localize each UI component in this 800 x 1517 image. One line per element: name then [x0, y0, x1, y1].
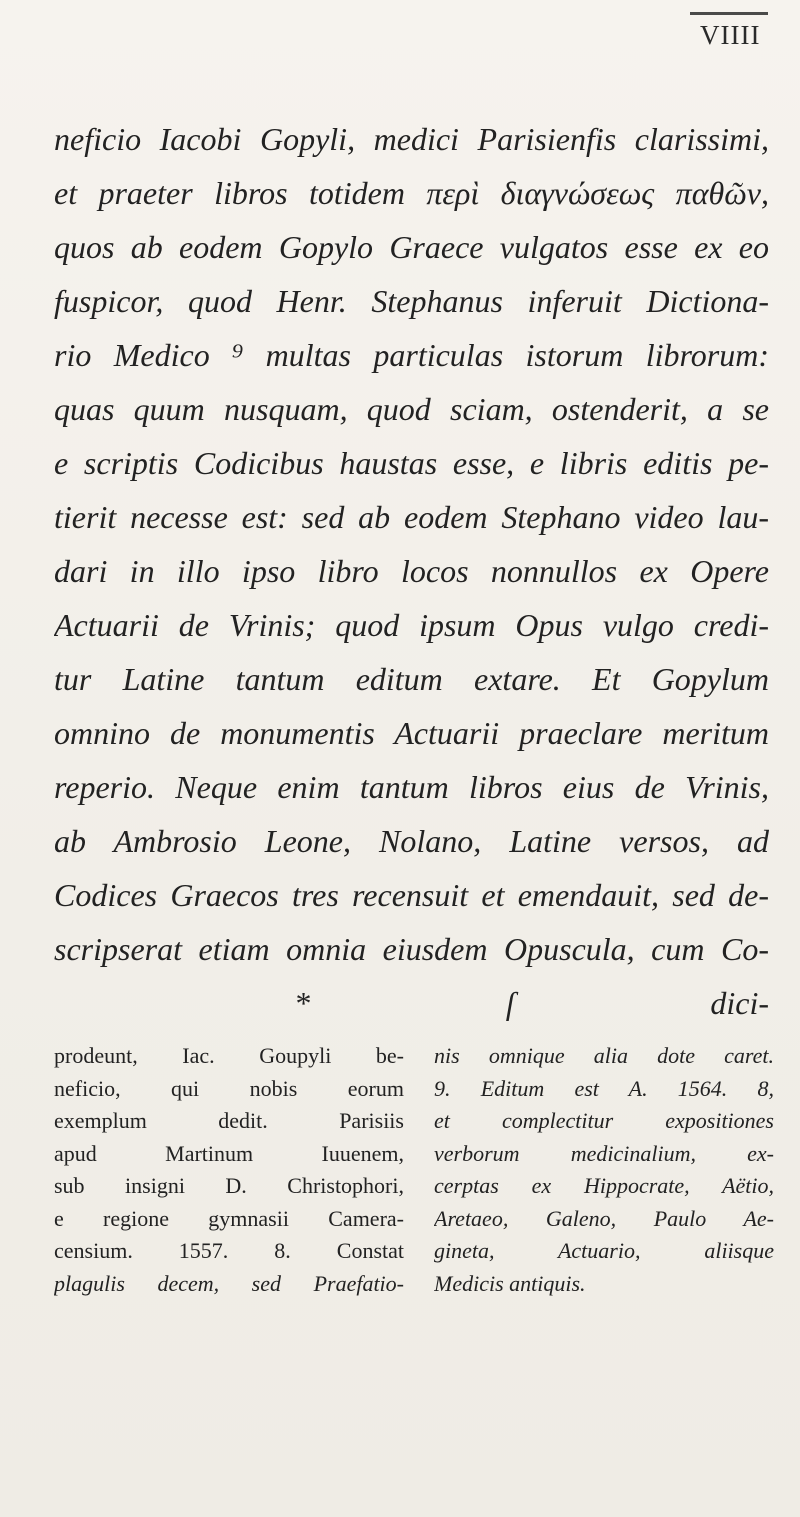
footnote-line: neficio, qui nobis eorum: [54, 1075, 404, 1101]
footnote-line: nis omnique alia dote caret.: [434, 1043, 774, 1068]
footnote-line: verborum medicinalium, ex-: [434, 1140, 774, 1166]
text-line: rio Medico ⁹ multas particulas istorum librorum:: [54, 337, 769, 373]
text-line: ab Ambrosio Leone, Nolano, Latine versos, ad: [54, 823, 769, 859]
footnote-line: e regione gymnasii Camera-: [54, 1205, 404, 1231]
text-line: omnino de monumentis Actuarii praeclare meritum: [54, 715, 769, 751]
footnote-line: cerptas ex Hippocrate, Aëtio,: [434, 1173, 774, 1198]
footnote-line: Aretaeo, Galeno, Paulo Ae-: [434, 1205, 774, 1231]
footnote-line: Medicis antiquis.: [434, 1270, 586, 1296]
footnote-line: gineta, Actuario, aliisque: [434, 1238, 774, 1263]
text-line: et praeter libros totidem περὶ διαγνώσεως παθῶν,: [54, 175, 769, 211]
text-line: quos ab eodem Gopylo Graece vulgatos esse ex eo: [54, 229, 769, 265]
text-line: Codices Graecos tres recensuit et emendauit, sed de-: [54, 877, 769, 913]
footnote-line: apud Martinum Iuuenem,: [54, 1140, 404, 1166]
footnote-column-left: [54, 1040, 404, 1300]
footnote-line: prodeunt, Iac. Goupyli be-: [54, 1043, 404, 1068]
catchword-line: * ſ dici-: [294, 985, 769, 1021]
text-line: reperio. Neque enim tantum libros eius de Vrinis,: [54, 769, 769, 805]
text-line: Actuarii de Vrinis; quod ipsum Opus vulgo credi-: [54, 607, 769, 643]
header-rule: [690, 12, 768, 15]
text-line: quas quum nusquam, quod sciam, ostenderit, a se: [54, 391, 769, 427]
footnote-line: exemplum dedit. Parisiis: [54, 1108, 404, 1133]
footnote-column-right: [434, 1040, 774, 1300]
footnote-line: censium. 1557. 8. Constat: [54, 1238, 404, 1263]
text-line: tierit necesse est: sed ab eodem Stephano video lau-: [54, 499, 769, 535]
text-line: fuspicor, quod Henr. Stephanus inferuit Dictiona-: [54, 283, 769, 319]
text-line: e scriptis Codicibus haustas esse, e libris editis pe-: [54, 445, 769, 481]
text-line: neficio Iacobi Gopyli, medici Parisienfis clarissimi,: [54, 121, 769, 157]
page-number: VIIII: [700, 20, 761, 50]
footnote-line: et complectitur expositiones: [434, 1108, 774, 1133]
text-line: scripserat etiam omnia eiusdem Opuscula, cum Co-: [54, 931, 769, 967]
footnote-line: plagulis decem, sed Praefatio-: [54, 1270, 404, 1296]
footnotes: [54, 1040, 774, 1300]
text-line: tur Latine tantum editum extare. Et Gopylum: [54, 661, 769, 697]
main-text-block: [54, 112, 769, 1030]
footnote-line: 9. Editum est A. 1564. 8,: [434, 1075, 774, 1101]
text-line: dari in illo ipso libro locos nonnullos ex Opere: [54, 553, 769, 589]
footnote-line: sub insigni D. Christophori,: [54, 1173, 404, 1198]
